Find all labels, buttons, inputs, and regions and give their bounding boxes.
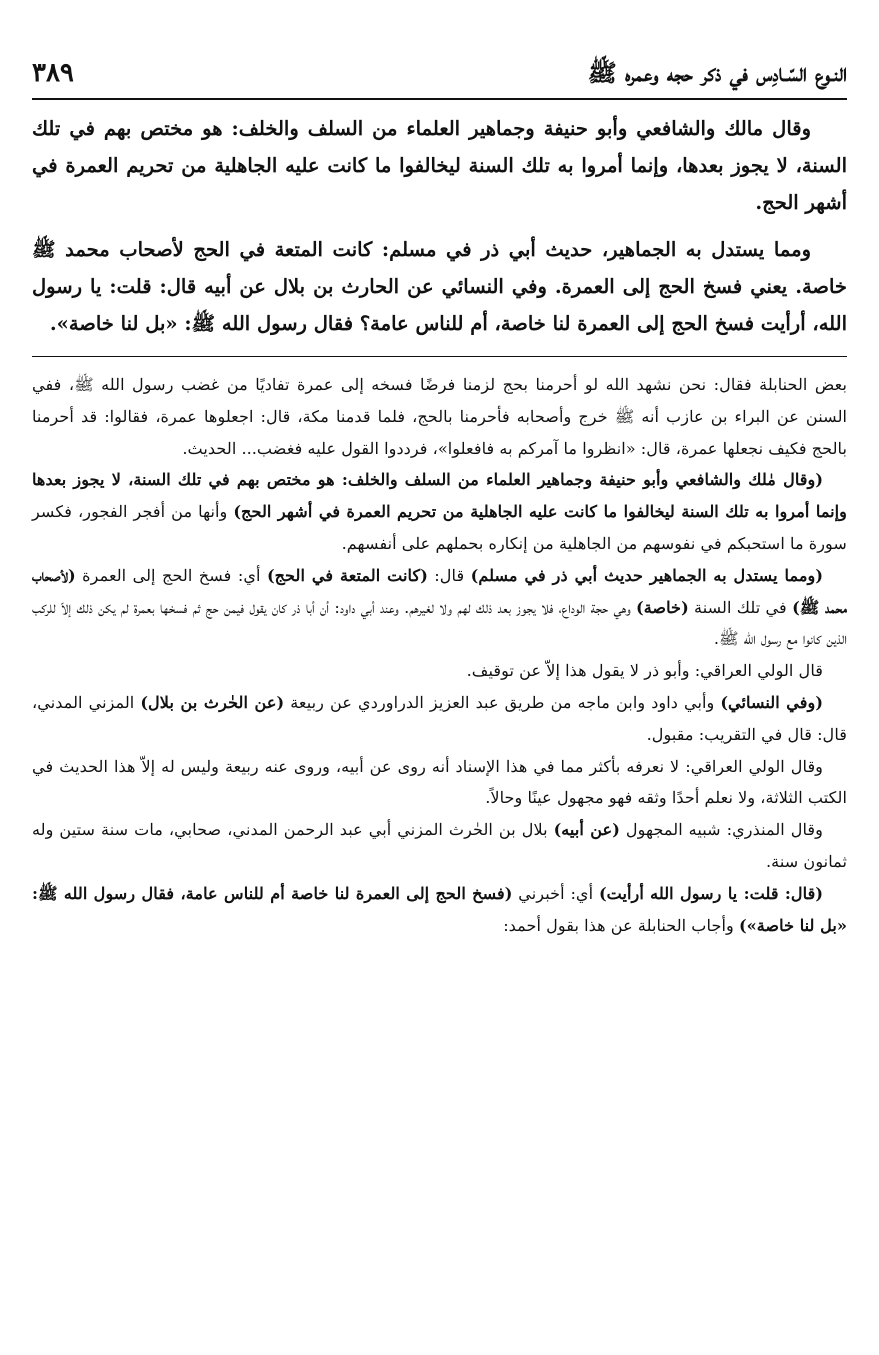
commentary-paragraph-6: وقال الولي العراقي: لا نعرفه بأكثر مما في هذا الإسناد أنه روى عن أبيه، وروى عنه ربيعة وليس له إلاّ هذا الحديث في الكتب الثلاثة، ولا نعلم أحدًا وثقه فهو مجهول عينًا وحالاً. xyxy=(32,756,847,808)
main-paragraph-2: ومما يستدل به الجماهير، حديث أبي ذر في مسلم: كانت المتعة في الحج لأصحاب محمد ﷺ خاصة. يعني فسخ الحج إلى العمرة. وفي النسائي عن الحارث بن بلال عن أبيه قال: قلت: يا رسول الله، أرأيت فسخ الحج إلى العمرة لنا خاصة، أم للناس عامة؟ فقال رسول الله ﷺ: «بل لنا خاصة». xyxy=(32,238,847,335)
quoted-matn: (خاصة) xyxy=(636,597,689,617)
quoted-matn: (قال: قلت: يا رسول الله أرأيت) xyxy=(598,883,823,903)
page-number: ٣٨٩ xyxy=(32,58,74,88)
footnote-divider xyxy=(32,356,847,357)
quoted-matn: (وفي النسائي) xyxy=(720,692,824,712)
commentary xyxy=(32,369,847,941)
quoted-matn: (ومما يستدل به الجماهير حديث أبي ذر في مسلم) xyxy=(470,565,823,585)
commentary-text: وأجاب الحنابلة عن هذا بقول أحمد: xyxy=(503,915,739,935)
commentary-text: وهي حجة الوداع، فلا يجوز بعد ذلك لهم ولا لغيرهم. وعند أبي داود: أن أبا ذر كان يقول فيمن حج ثم فسخها بعمرة لم يكن ذلك إلاّ للركب الذين كانوا مع رسول الله ﷺ. xyxy=(32,597,847,649)
commentary-text: وأبي داود وابن ماجه من طريق عبد العزيز الدراوردي عن ربيعة xyxy=(284,692,721,712)
commentary-text: أي: أخبرني xyxy=(512,883,599,903)
quoted-matn: (وقال مٰلك والشافعي وأبو حنيفة وجماهير العلماء من السلف والخلف: هو مختص بهم في تلك السنة، لا يجوز بعدها وإنما أمروا به تلك السنة ليخالفوا ما كانت عليه الجاهلية من تحريم العمرة في أشهر الحج) xyxy=(32,470,847,522)
commentary-paragraph-1: بعض الحنابلة فقال: نحن نشهد الله لو أحرمنا بحج لزمنا فرضًا فسخه إلى عمرة تفاديًا من غضب رسول الله ﷺ، ففي السنن عن البراء بن عازب أنه ﷺ خرج وأصحابه فأحرمنا بالحج، فلما قدمنا مكة، قال: اجعلوها عمرة، فقالوا: قد أحرمنا بالحج فكيف نجعلها عمرة، قال: «انظروا ما آمركم به فافعلوا»، فرددوا القول عليه فغضب... الحديث. xyxy=(32,375,847,458)
commentary-paragraph-5 xyxy=(32,687,847,751)
commentary-text: في تلك السنة xyxy=(688,597,793,617)
quoted-matn: (لأصحاب محمد ﷺ) xyxy=(32,565,847,617)
commentary-paragraph-3 xyxy=(32,560,847,655)
commentary-paragraph-4: قال الولي العراقي: وأبو ذر لا يقول هذا إلاّ عن توقيف. xyxy=(466,661,823,681)
commentary-text: المزني المدني، قال: قال في التقريب: مقبول. xyxy=(32,692,847,744)
quoted-matn: (عن أبيه) xyxy=(553,820,620,840)
commentary-text: قال: xyxy=(427,565,471,585)
main-text xyxy=(32,110,847,342)
commentary-text: بلال بن الحٰرث المزني أبي عبد الرحمن المدني، صحابي، مات سنة ستين وله ثمانون سنة. xyxy=(32,820,847,871)
commentary-paragraph-8 xyxy=(32,878,847,942)
commentary-paragraph-2 xyxy=(32,464,847,559)
quoted-matn: (كانت المتعة في الحج) xyxy=(266,565,428,585)
book-page xyxy=(32,54,847,941)
quoted-matn: (فسخ الحج إلى العمرة لنا خاصة أم للناس عامة، فقال رسول الله ﷺ: «بل لنا خاصة») xyxy=(32,883,847,935)
running-head: النـوع السّـادِس في ذكر حجه وعمره ﷺ xyxy=(587,58,847,87)
commentary-text: أي: فسخ الحج إلى العمرة xyxy=(75,565,267,585)
commentary-text: وأنها من أفجر الفجور، فكسر سورة ما استحبكم في نفوسهم من الجاهلية من إنكاره بحملهم على أنفسهم. xyxy=(32,502,847,553)
main-paragraph-1: وقال مالك والشافعي وأبو حنيفة وجماهير العلماء من السلف والخلف: هو مختص بهم في تلك السنة، لا يجوز بعدها، وإنما أمروا به تلك السنة ليخالفوا ما كانت عليه الجاهلية من تحريم العمرة في أشهر الحج. xyxy=(32,117,847,214)
commentary-paragraph-7 xyxy=(32,814,847,878)
quoted-matn: (عن الحٰرث بن بلال) xyxy=(140,692,285,712)
commentary-text: وقال المنذري: شبيه المجهول xyxy=(619,820,823,840)
page-header xyxy=(32,54,847,100)
